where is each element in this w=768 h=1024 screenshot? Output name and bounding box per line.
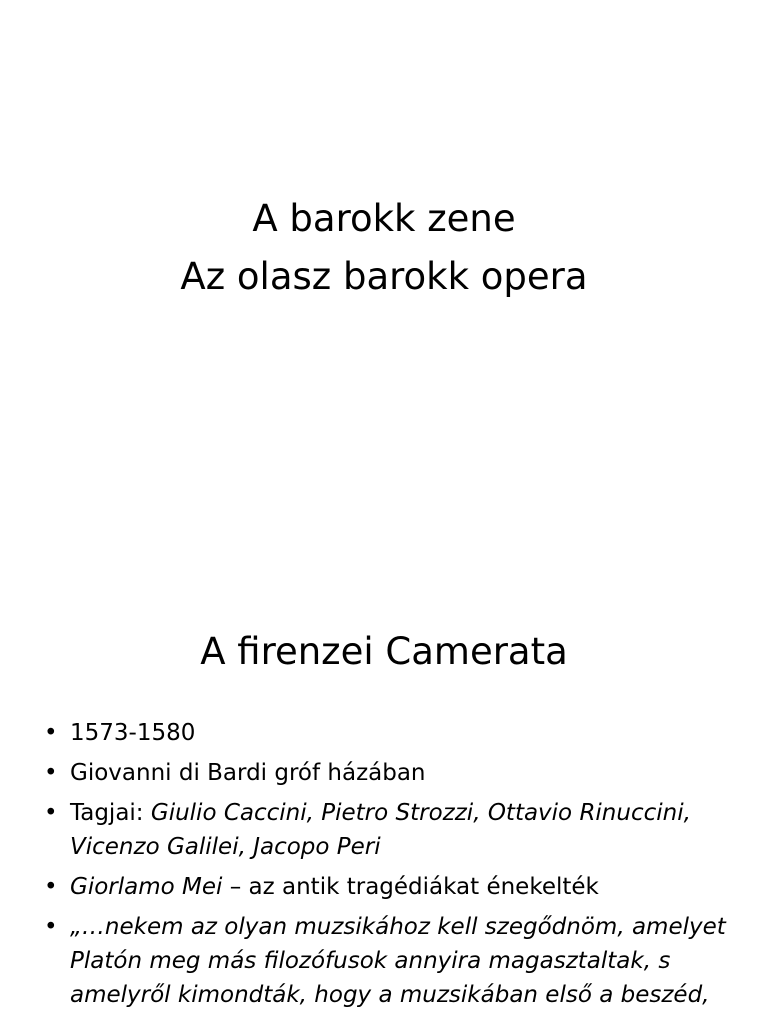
title-line-2: Az olasz barokk opera — [180, 255, 588, 298]
bullet-icon: • — [44, 800, 58, 826]
bullet-list — [44, 716, 734, 1018]
member-names: Giulio Caccini, Pietro Strozzi, Ottavio Rinuccini, Vicenzo Galilei, Jacopo Peri — [70, 800, 691, 860]
section-heading: A firenzei Camerata — [200, 630, 568, 673]
list-item — [44, 910, 734, 1012]
list-item — [44, 796, 734, 864]
title-line-1: A barokk zene — [252, 197, 516, 240]
bullet-text: Giovanni di Bardi gróf házában — [70, 760, 426, 786]
bullet-icon: • — [44, 720, 58, 746]
list-item — [44, 756, 734, 790]
title-slide — [0, 190, 768, 306]
bullet-prefix: Tagjai: — [70, 800, 151, 826]
quote-text: „…nekem az olyan muzsikához kell szegődnöm, amelyet Platón meg más filozófusok annyira magasztaltak, s amelyről kimondták, hogy a muzsikában első a beszéd, — [70, 914, 726, 1008]
bullet-text: 1573-1580 — [70, 720, 196, 746]
bullet-icon: • — [44, 874, 58, 900]
list-item — [44, 716, 734, 750]
bullet-icon: • — [44, 914, 58, 940]
bullet-icon: • — [44, 760, 58, 786]
person-name: Giorlamo Mei — [70, 874, 223, 900]
bullet-suffix: – az antik tragédiákat énekelték — [222, 874, 599, 900]
list-item — [44, 870, 734, 904]
